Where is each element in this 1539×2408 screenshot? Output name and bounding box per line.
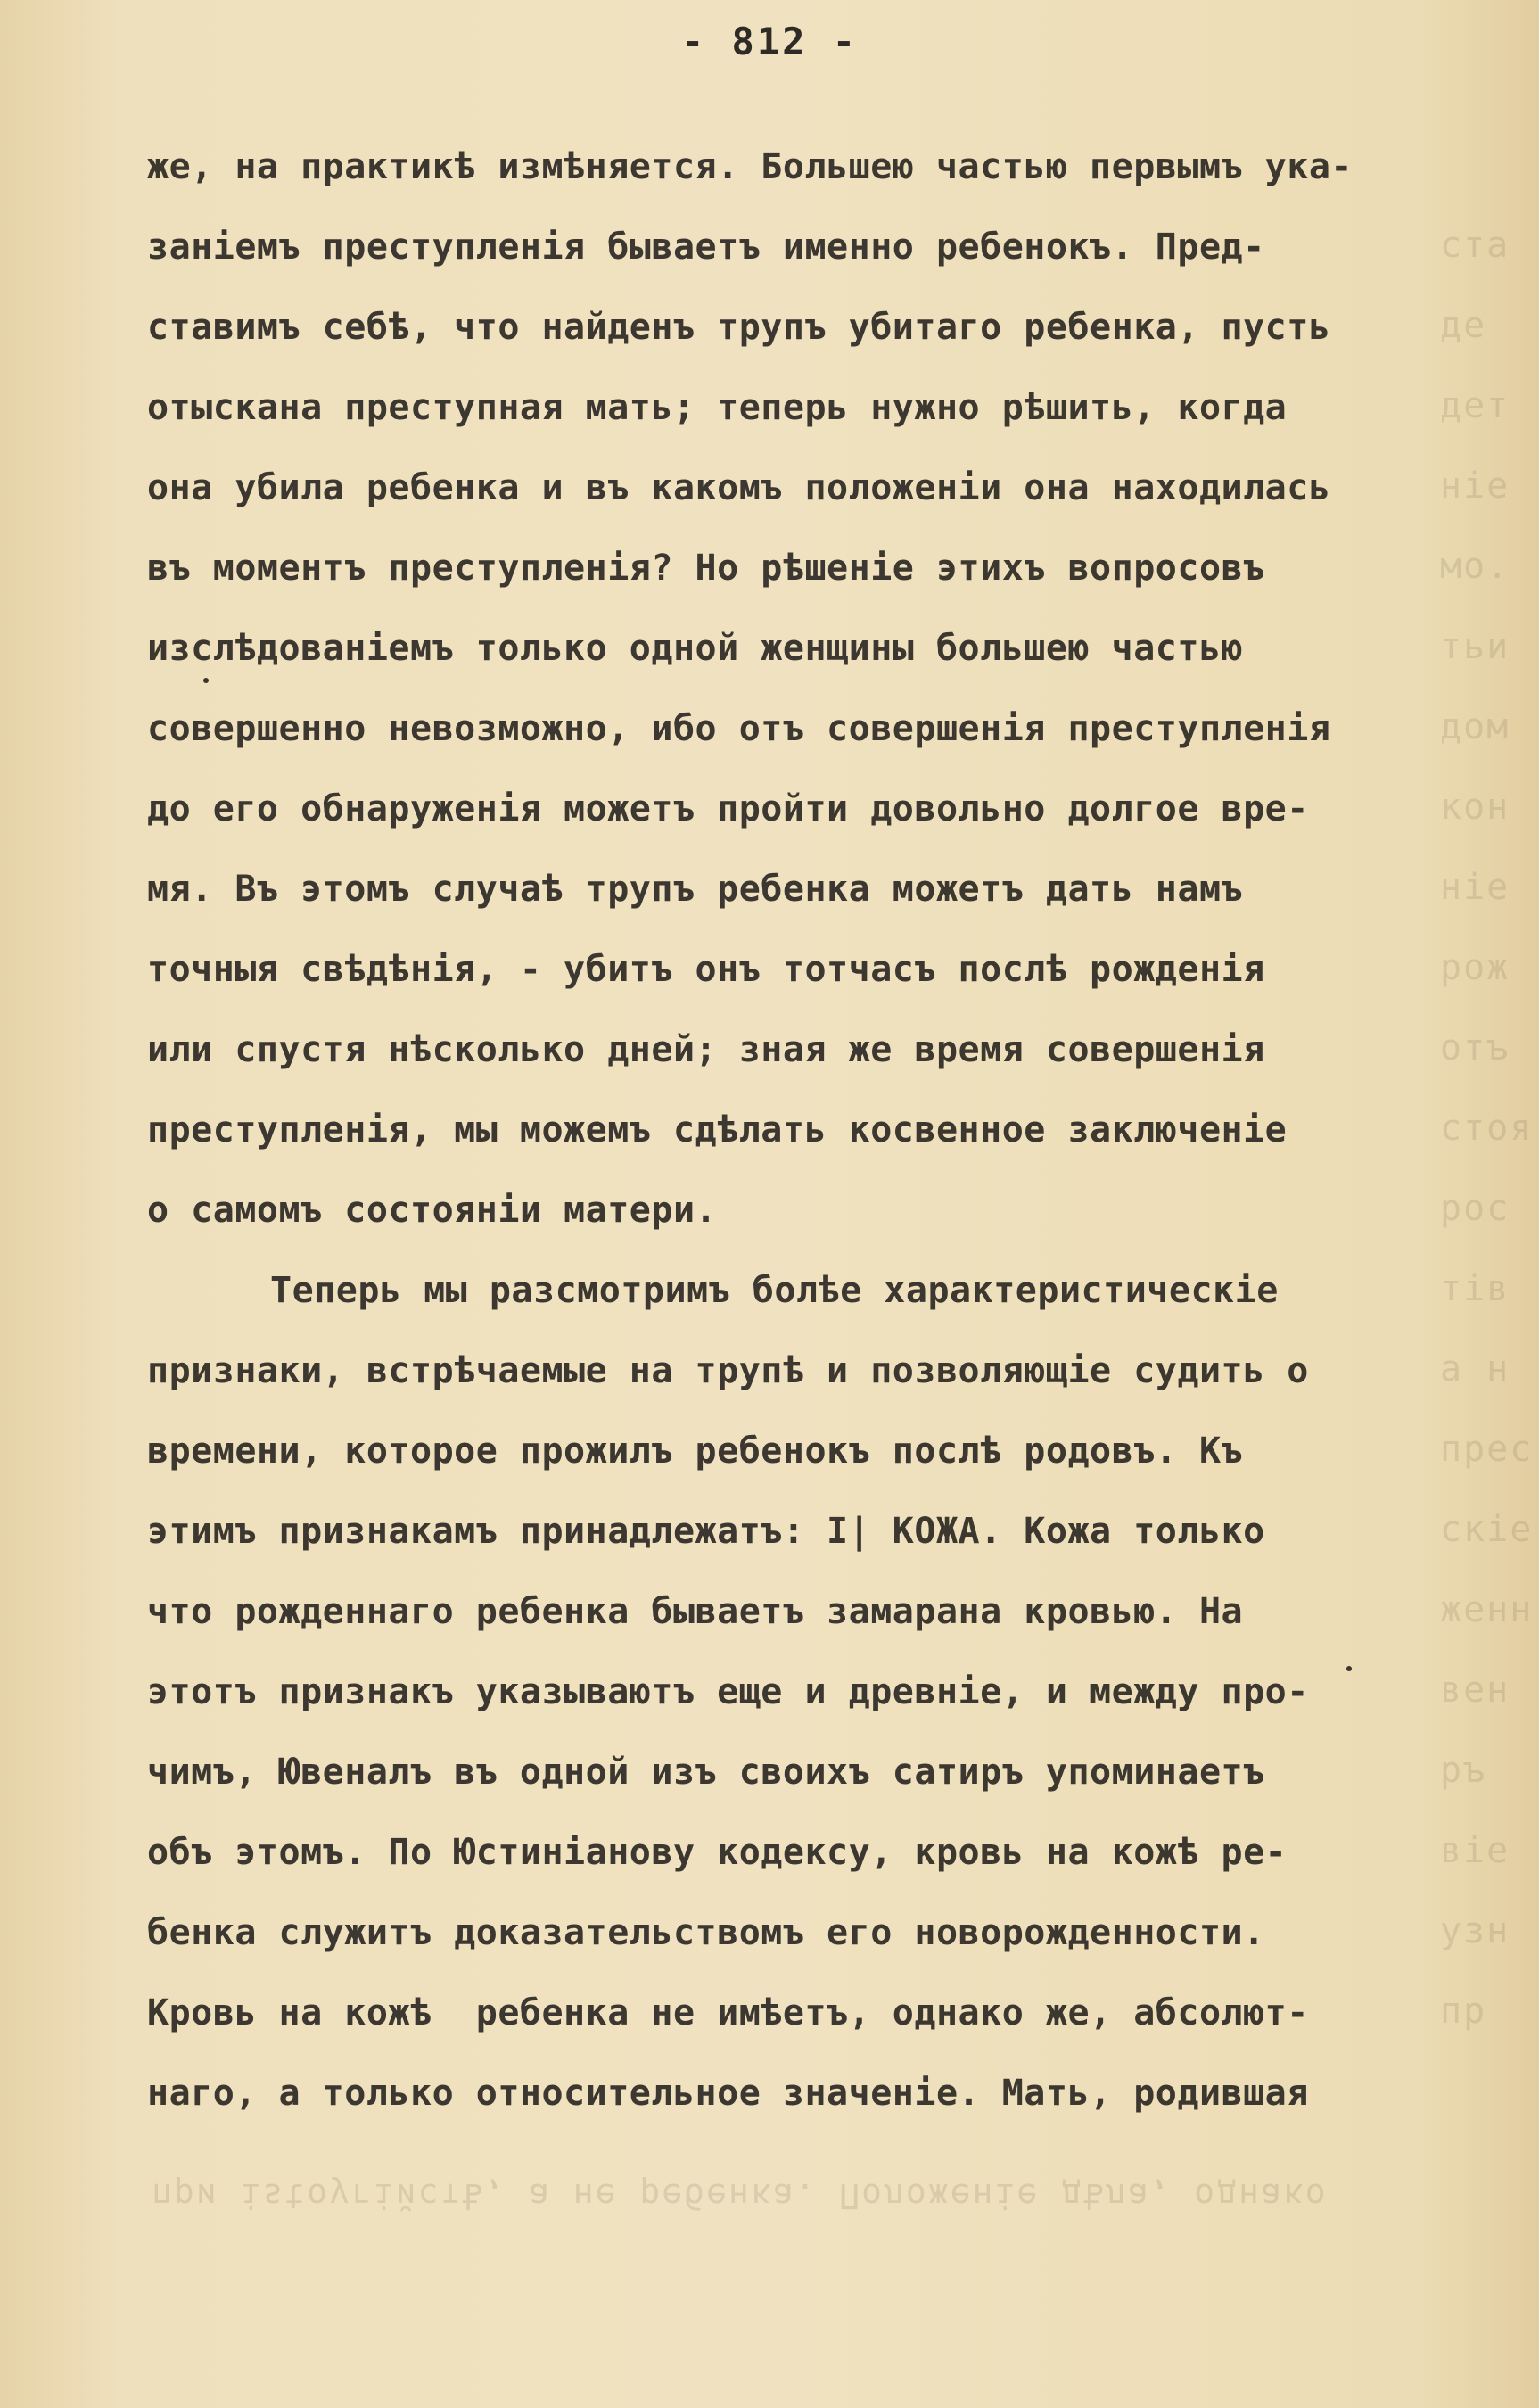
text-line: ставимъ себѣ, что найденъ трупъ убитаго ребенка, пусть xyxy=(147,307,1331,348)
text-line: Кровь на кожѣ ребенка не имѣетъ, однако же, абсолют- xyxy=(147,1992,1309,2033)
text-line: времени, которое прожилъ ребенокъ послѣ родовъ. Къ xyxy=(147,1431,1244,1472)
text-line: этотъ признакъ указываютъ еще и древніе, и между про- xyxy=(147,1671,1309,1712)
text-line: бенка служитъ доказательствомъ его новорожденности. xyxy=(147,1912,1265,1953)
bleed-through-margin: ста де дет ніе мо. тьи дом кон ніе рож отъ стоя рос тів а н прес скіе женн вен ръ віе узн пр xyxy=(1440,225,1534,2032)
bleed-through-bottom: при іstоугійстѣ, а не ребенка. Положеніе дѣла, однако xyxy=(152,2176,1328,2215)
text-line: наго, а только относительное значеніе. Мать, родившая xyxy=(147,2073,1309,2114)
text-line: до его обнаруженія можетъ пройти довольно долгое вре- xyxy=(147,788,1309,829)
text-line: преступленія, мы можемъ сдѣлать косвенное заключеніе xyxy=(147,1109,1288,1150)
ink-speck xyxy=(1346,1666,1352,1671)
ink-speck xyxy=(203,678,209,683)
text-line: этимъ признакамъ принадлежатъ: I| КОЖА. Кожа только xyxy=(147,1511,1265,1552)
text-line: или спустя нѣсколько дней; зная же время совершенія xyxy=(147,1029,1265,1070)
page-number: - 812 - xyxy=(680,20,858,63)
text-line: заніемъ преступленія бываетъ именно ребенокъ. Пред- xyxy=(147,227,1265,268)
text-line: въ моментъ преступленія? Но рѣшеніе этихъ вопросовъ xyxy=(147,548,1265,589)
text-line: же, на практикѣ измѣняется. Большею частью первымъ ука- xyxy=(147,146,1354,187)
text-line: что рожденнаго ребенка бываетъ замарана кровью. На xyxy=(147,1591,1244,1632)
text-line: изслѣдованіемъ только одной женщины большею частью xyxy=(147,628,1244,669)
body-text xyxy=(147,127,1502,2133)
text-line: объ этомъ. По Юстиніанову кодексу, кровь на кожѣ ре- xyxy=(147,1832,1288,1873)
paragraph-start-line: Теперь мы разсмотримъ болѣе характеристическіе xyxy=(270,1270,1279,1311)
text-line: точныя свѣдѣнія, - убитъ онъ тотчасъ послѣ рожденія xyxy=(147,949,1265,990)
text-line: о самомъ состояніи матери. xyxy=(147,1190,718,1231)
text-line: она убила ребенка и въ какомъ положеніи она находилась xyxy=(147,467,1331,508)
text-line: отыскана преступная мать; теперь нужно рѣшить, когда xyxy=(147,387,1288,428)
text-line: признаки, встрѣчаемые на трупѣ и позволяющіе судить о xyxy=(147,1350,1309,1391)
text-line: совершенно невозможно, ибо отъ совершенія преступленія xyxy=(147,708,1331,749)
text-line: мя. Въ этомъ случаѣ трупъ ребенка можетъ дать намъ xyxy=(147,869,1244,910)
text-line: чимъ, Ювеналъ въ одной изъ своихъ сатиръ упоминаетъ xyxy=(147,1752,1265,1793)
